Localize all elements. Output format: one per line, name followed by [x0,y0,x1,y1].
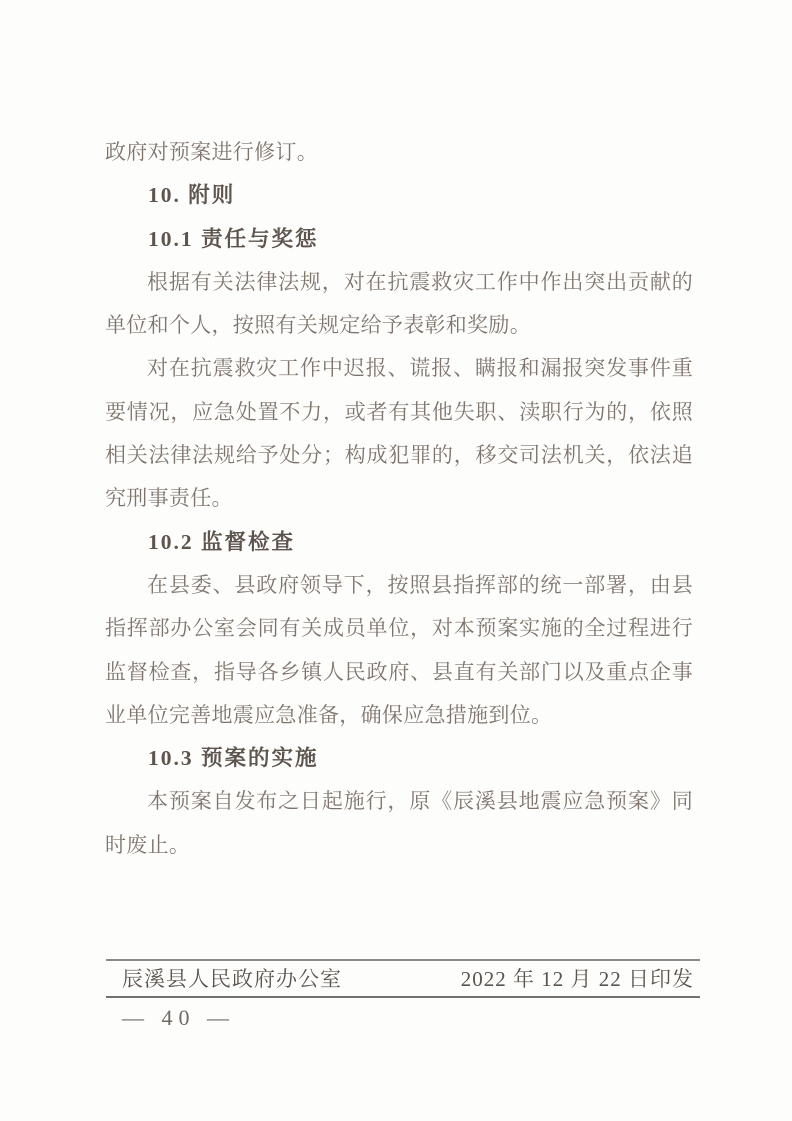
document-body [105,131,693,867]
paragraph-10-3-implementation: 本预案自发布之日起施行，原《辰溪县地震应急预案》同时废止。 [105,789,693,857]
heading-10-3-implementation: 10.3 预案的实施 [148,746,319,771]
footer-issuer: 辰溪县人民政府办公室 [122,967,342,991]
continuation-paragraph: 政府对预案进行修订。 [105,140,318,164]
paragraph-10-2-supervision: 在县委、县政府领导下，按照县指挥部的统一部署，由县指挥部办公室会同有关成员单位，对本预案实施的全过程进行监督检查，指导各乡镇人民政府、县直有关部门以及重点企事业单位完善地震应急准备，确保应急措施到位。 [105,572,693,727]
paragraph-10-1-punishment: 对在抗震救灾工作中迟报、谎报、瞒报和漏报突发事件重要情况，应急处置不力，或者有其他失职、渎职行为的，依照相关法律法规给予处分；构成犯罪的，移交司法机关，依法追究刑事责任。 [105,356,693,511]
heading-10-1-responsibility: 10.1 责任与奖惩 [148,226,319,251]
paragraph-10-1-rewards: 根据有关法律法规，对在抗震救灾工作中作出突出贡献的单位和个人，按照有关规定给予表彰和奖励。 [105,269,693,338]
heading-10-2-supervision: 10.2 监督检查 [148,529,296,554]
page-number: — 40 — [122,1005,235,1030]
document-footer [106,959,700,998]
heading-10-appendix: 10. 附则 [148,183,236,208]
footer-print-date: 2022 年 12 月 22 日印发 [460,967,694,991]
